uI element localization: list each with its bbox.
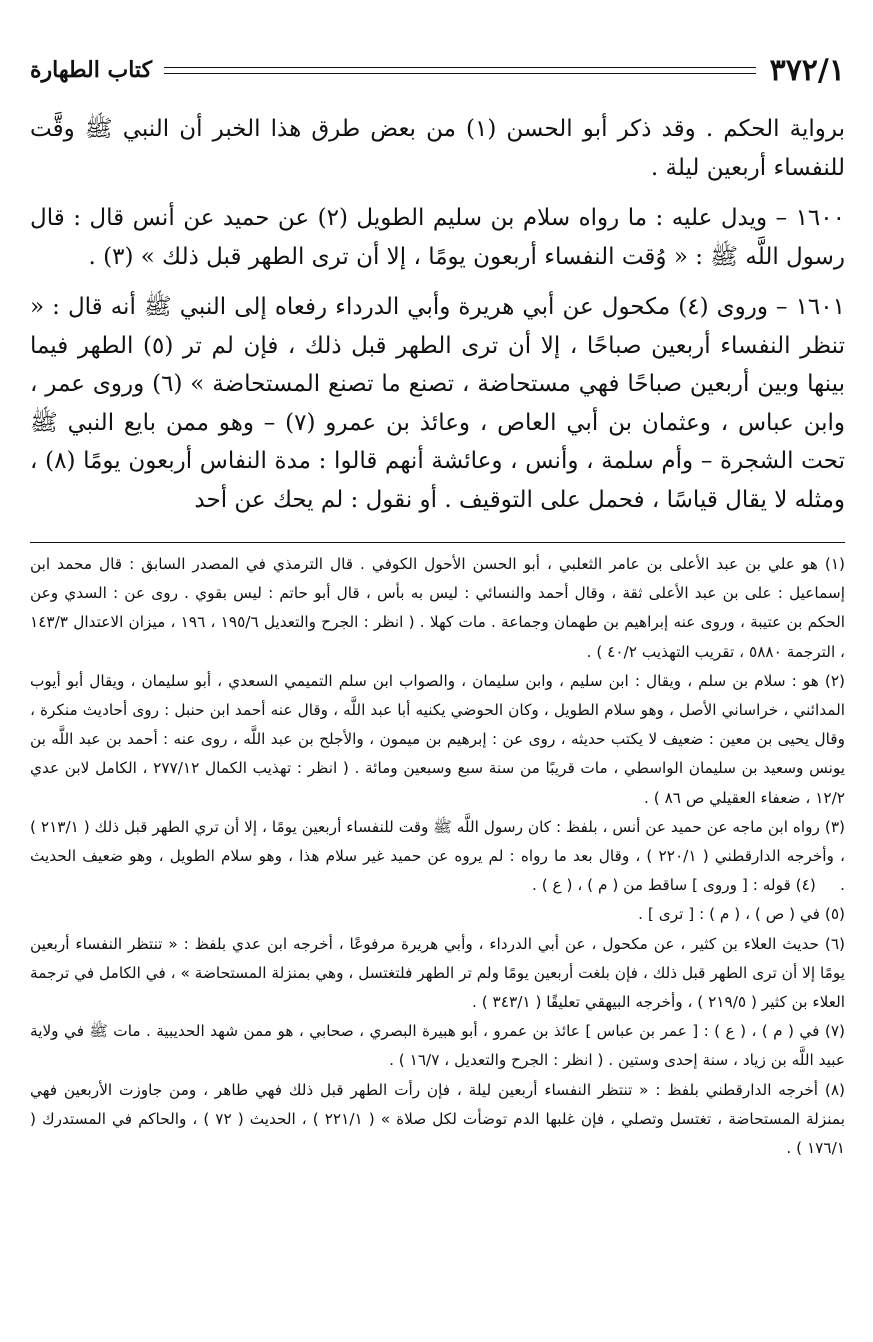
paragraph-intro: برواية الحكم . وقد ذكر أبو الحسن (١) من بعض طرق هذا الخبر أن النبي ﷺ وقَّت للنفساء أربعين ليلة . <box>30 116 845 181</box>
footnote-7: (٧) في ( م ) ، ( ع ) : [ عمر بن عباس ] عائذ بن عمرو ، أبو هبيرة البصري ، صحابي ، هو ممن شهد الحديبية . مات ﷺ في ولاية عبيد اللَّه بن زياد ، سنة إحدى وستين . ( انظر : الجرح والتعديل ، ١٦/٧ ) . <box>30 1022 845 1070</box>
footnote-6: (٦) حديث العلاء بن كثير ، عن مكحول ، عن أبي الدرداء ، وأبي هريرة مرفوعًا ، أخرجه ابن عدي بلفظ : « تنتظر النفساء أربعين يومًا إلا أن ترى الطهر قبل ذلك ، فإن بلغت أربعين يومًا ولم تر الطهر فلتغتسل ، وهي بمنزلة المستحاضة » ، في الكامل في ترجمة العلاء بن كثير ( ٢١٩/٥ ) ، وأخرجه البيهقي تعليقًا ( ٣٤٣/١ ) . <box>30 934 845 1012</box>
main-text <box>30 110 845 531</box>
footnote-2: (٢) هو : سلام بن سلم ، ويقال : ابن سليم ، وابن سليمان ، والصواب ابن سلم التميمي السعدي ، أبو سليمان ، ويقال أبو أيوب المدائني ، خراساني الأصل ، وهو سلام الطويل ، وكان الحوضي يكنيه أبا عبد اللَّه ، وقال عنه أحمد ابن حنبل : روى أحاديث منكرة ، وقال يحيى بن معين : ضعيف لا يكتب حديثه ، روى عن : إبرهيم بن ميمون ، والأجلح بن عبد اللَّه ، روى عنه : أحمد بن عبد اللَّه بن يونس وسعيد بن سليمان الواسطي ، مات قريبًا من سنة سبع وسبعين ومائة . ( انظر : تهذيب الكمال ٢٧٧/١٢ ، الكامل لابن عدي ١٢/٢ ، ضعفاء العقيلي ص ٨٦ ) . <box>30 671 845 807</box>
footnote-divider <box>30 542 845 543</box>
header-rule <box>164 67 756 74</box>
paragraph-1601: ١٦٠١ – وروى (٤) مكحول عن أبي هريرة وأبي الدرداء رفعاه إلى النبي ﷺ أنه قال : « تنظر النفساء أربعين صباحًا ، إلا أن ترى الطهر قبل ذلك ، فإن لم تر (٥) الطهر فيما بينها وبين أربعين صباحًا فهي مستحاضة ، تصنع ما تصنع المستحاضة » (٦) وروى عمر ، وابن عباس ، وعثمان بن أبي العاص ، وعائذ بن عمرو (٧) – وهو ممن بايع النبي ﷺ تحت الشجرة – وأم سلمة ، وأنس ، وعائشة أنهم قالوا : مدة النفاس أربعون يومًا (٨) ، ومثله لا يقال قياسًا ، فحمل على التوقيف . أو نقول : لم يحك عن أحد <box>30 294 845 513</box>
footnote-3 <box>30 813 845 901</box>
footnote-8: (٨) أخرجه الدارقطني بلفظ : « تنتظر النفساء أربعين ليلة ، فإن رأت الطهر قبل ذلك فهي طاهر ، ومن جاوزت الأربعين فهي بمنزلة المستحاضة ، تغتسل وتصلي ، فإن غلبها الدم توضأت لكل صلاة » ( ٢٢١/١ ) ، الحديث ( ٧٢ ) ، والحاكم في المستدرك ( ١٧٦/١ ) . <box>30 1080 845 1158</box>
footnote-1: (١) هو علي بن عبد الأعلى بن عامر الثعلبي ، أبو الحسن الأحول الكوفي . قال الترمذي في المصدر السابق : قال محمد ابن إسماعيل : على بن عبد الأعلى ثقة ، وقال أحمد والنسائي : ليس به بأس ، قال أبو حاتم : ليس بقوي . روى عن : السدي وعن الحكم بن عتيبة ، وروى عنه إبراهيم بن طهمان وجماعة . مات كهلا . ( انظر : الجرح والتعديل ١٩٥/٦ ، ١٩٦ ، ميزان الاعتدال ١٤٣/٣ ، الترجمة ٥٨٨٠ ، تقريب التهذيب ٤٠/٢ ) . <box>30 555 846 661</box>
paragraph-1600: ١٦٠٠ – ويدل عليه : ما رواه سلام بن سليم الطويل (٢) عن حميد عن أنس قال : قال رسول اللَّه ﷺ : « وُقت النفساء أربعون يومًا ، إلا أن ترى الطهر قبل ذلك » (٣) . <box>30 205 845 270</box>
footnote-3-text: (٣) رواه ابن ماجه عن حميد عن أنس ، بلفظ : كان رسول اللَّه ﷺ وقت للنفساء أربعين يومًا ، إلا أن تري الطهر قبل ذلك ( ٢١٣/١ ) ، وأخرجه الدارقطني ( ٢٢٠/١ ) ، وقال بعد ما رواه : لم يروه عن حميد غير سلام هذا ، وهو سلام الطويل ، وهو ضعيف الحديث . <box>30 817 845 895</box>
page-header <box>30 50 845 90</box>
footnotes <box>30 550 845 1163</box>
page-number: ٣٧٢/١ <box>769 52 845 88</box>
footnote-5: (٥) في ( ص ) ، ( م ) : [ ترى ] . <box>638 905 845 924</box>
footnote-4: (٤) قوله : [ وروى ] ساقط من ( م ) ، ( ع ) . <box>532 876 816 895</box>
book-title: كتاب الطهارة <box>30 57 153 83</box>
